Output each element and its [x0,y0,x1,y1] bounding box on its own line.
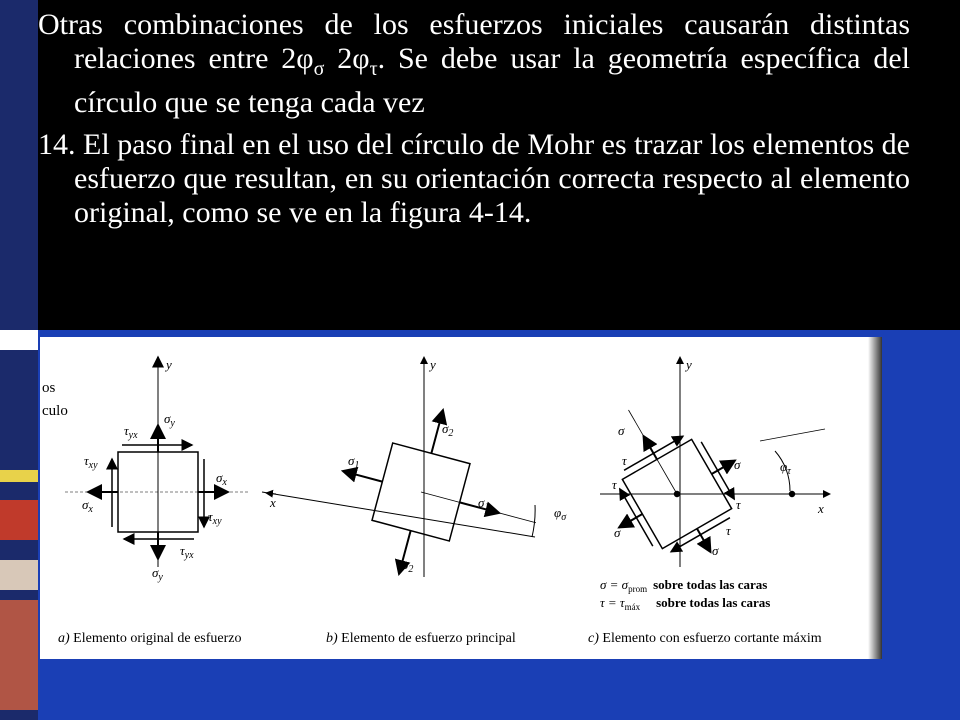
sigma-1-label: $\sigma_1$ [348,453,360,471]
element-c-max-shear [570,357,830,586]
sigma-y-label: $\sigma_y$ [164,411,175,429]
figure-shadow-edge [868,337,882,659]
y-axis-label: y [166,357,172,372]
tau-label: τ [736,497,741,512]
caption-c: c) Elemento con esfuerzo cortante máxim [588,631,822,646]
paragraph-1: Otras combinaciones de los esfuerzos iniciales causarán distintas relaciones entre $2\varphi_\sigma$ $2\varphi_\tau$. Se debe usar la geometría específica del círculo que se tenga cada vez [38,8,910,119]
slide-text [38,8,910,238]
phi-tau-label: $\varphi_\tau$ [780,459,791,477]
tau-xy-label: $\tau_{xy}$ [208,509,222,527]
legend-line-1: $\sigma = \sigma_{prom}$ sobre todas las caras [600,577,768,594]
strip-band [0,470,38,482]
figure-legend [600,577,770,612]
caption-b: b) Elemento de esfuerzo principal [326,631,516,646]
sigma-label: σ [734,457,741,472]
stress-elements-diagram [40,337,882,659]
x-axis-label: x [270,495,276,510]
tau-xy-label: $\tau_{xy}$ [84,453,98,471]
sigma-y-label: $\sigma_y$ [152,565,163,583]
figure-4-14 [40,337,882,659]
legend-line-2: $\tau = \tau_{máx}$ sobre todas las caras [600,595,771,612]
sigma-1-label: $\sigma_1$ [478,495,490,513]
tau-label: τ [622,453,627,468]
tau-yx-label: $\tau_{yx}$ [180,543,194,561]
tau-label: τ [726,523,731,538]
sigma-x-label: $\sigma_x$ [82,497,93,515]
sigma-label: σ [614,525,621,540]
sigma-2-label: $\sigma_2$ [402,557,414,575]
side-fragment: culo [42,403,68,419]
strip-band [0,600,38,710]
left-decorative-strip [0,0,38,720]
sigma-label: σ [712,543,719,558]
tau-label: τ [612,477,617,492]
tau-yx-label: $\tau_{yx}$ [124,423,138,441]
caption-a: a) Elemento original de esfuerzo [58,631,242,646]
phi-sigma-label: $\varphi_\sigma$ [554,505,567,523]
x-axis-label: x [818,501,824,516]
paragraph-2: 14. El paso final en el uso del círculo de Mohr es trazar los elementos de esfuerzo que resultan, en su orientación correcta respecto al elemento original, como se ve en la figura 4-14. [38,128,910,229]
side-fragment: os [42,380,56,396]
strip-band [0,330,38,350]
y-axis-label: y [430,357,436,372]
sigma-2-label: $\sigma_2$ [442,421,454,439]
sigma-x-label: $\sigma_x$ [216,470,227,488]
strip-band [0,500,38,540]
y-axis-label: y [686,357,692,372]
sigma-label: σ [618,423,625,438]
strip-band [0,560,38,590]
